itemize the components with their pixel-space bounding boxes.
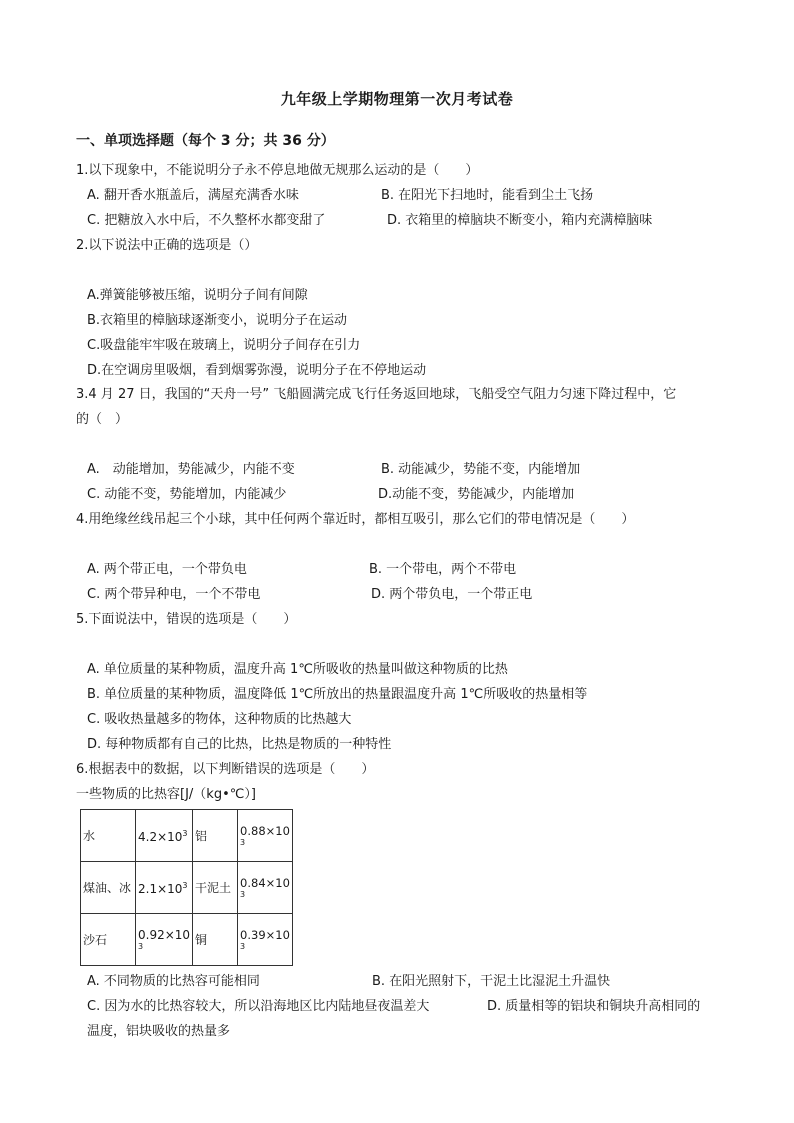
table-cell-material: 铝 <box>193 810 238 862</box>
table-cell-value: 0.92×10 3 <box>136 914 193 966</box>
question-4-option-d: D. 两个带负电，一个带正电 <box>371 587 533 602</box>
question-2-option-d: D.在空调房里吸烟，看到烟雾弥漫，说明分子在不停地运动 <box>87 363 427 378</box>
question-1-option-c: C. 把糖放入水中后，不久整杯水都变甜了 <box>87 213 326 228</box>
section-heading: 一、单项选择题（每个 3 分；共 36 分） <box>76 133 335 149</box>
question-4-option-c: C. 两个带异种电，一个不带电 <box>87 587 261 602</box>
table-caption: 一些物质的比热容[J/（kg•℃）] <box>76 787 256 802</box>
question-3-option-a: A. 动能增加，势能减少，内能不变 <box>87 462 295 477</box>
question-3-option-c: C. 动能不变，势能增加，内能减少 <box>87 487 287 502</box>
table-cell-material: 水 <box>81 810 136 862</box>
question-4-stem: 4.用绝缘丝线吊起三个小球，其中任何两个靠近时，都相互吸引，那么它们的带电情况是（ ） <box>76 512 635 527</box>
question-6-option-d-continued: 温度，铝块吸收的热量多 <box>87 1024 231 1039</box>
question-6-stem: 6.根据表中的数据，以下判断错误的选项是（ ） <box>76 762 375 777</box>
question-5-option-d: D. 每种物质都有自己的比热，比热是物质的一种特性 <box>87 737 392 752</box>
question-2-option-a: A.弹簧能够被压缩，说明分子间有间隙 <box>87 288 308 303</box>
question-1-option-b: B. 在阳光下扫地时，能看到尘土飞扬 <box>381 188 594 203</box>
question-1-option-d: D. 衣箱里的樟脑块不断变小，箱内充满樟脑味 <box>387 213 653 228</box>
specific-heat-table <box>80 809 293 966</box>
table-cell-value: $4.2\times 10^3$ <box>136 810 193 862</box>
question-3-stem: 3.4 月 27 日，我国的“天舟一号” 飞船圆满完成飞行任务返回地球，飞船受空气阻力匀速下降过程中，它 <box>76 387 677 402</box>
table-cell-value: 0.84×10 3 <box>238 862 293 914</box>
question-4-option-b: B. 一个带电，两个不带电 <box>369 562 517 577</box>
table-cell-material: 煤油、冰 <box>81 862 136 914</box>
question-1-stem: 1.以下现象中，不能说明分子永不停息地做无规那么运动的是（ ） <box>76 163 479 178</box>
table-cell-value: 0.39×10 3 <box>238 914 293 966</box>
table-cell-material: 铜 <box>193 914 238 966</box>
question-6-option-b: B. 在阳光照射下，干泥土比湿泥土升温快 <box>372 974 611 989</box>
table-row <box>81 810 293 862</box>
question-3-stem-continued: 的（ ） <box>76 412 129 427</box>
table-row <box>81 862 293 914</box>
question-2-stem: 2.以下说法中正确的选项是（） <box>76 238 258 253</box>
table-cell-material: 干泥土 <box>193 862 238 914</box>
question-3-option-b: B. 动能减少，势能不变，内能增加 <box>381 462 581 477</box>
question-5-option-c: C. 吸收热量越多的物体，这种物质的比热越大 <box>87 712 352 727</box>
question-6-option-d: D. 质量相等的铝块和铜块升高相同的 <box>487 999 701 1014</box>
page-title: 九年级上学期物理第一次月考试卷 <box>280 90 514 108</box>
question-1-option-a: A. 翻开香水瓶盖后，满屋充满香水味 <box>87 188 299 203</box>
question-6-option-a: A. 不同物质的比热容可能相同 <box>87 974 260 989</box>
question-5-option-a: A. 单位质量的某种物质，温度升高 1℃所吸收的热量叫做这种物质的比热 <box>87 662 508 677</box>
question-2-option-c: C.吸盘能牢牢吸在玻璃上，说明分子间存在引力 <box>87 338 361 353</box>
table-cell-value: 0.88×10 3 <box>238 810 293 862</box>
question-5-stem: 5.下面说法中，错误的选项是（ ） <box>76 612 297 627</box>
question-2-option-b: B.衣箱里的樟脑球逐渐变小，说明分子在运动 <box>87 313 348 328</box>
table-cell-material: 沙石 <box>81 914 136 966</box>
question-6-option-c: C. 因为水的比热容较大，所以沿海地区比内陆地昼夜温差大 <box>87 999 430 1014</box>
question-4-option-a: A. 两个带正电，一个带负电 <box>87 562 247 577</box>
question-5-option-b: B. 单位质量的某种物质，温度降低 1℃所放出的热量跟温度升高 1℃所吸收的热量相等 <box>87 687 588 702</box>
table-row <box>81 914 293 966</box>
question-3-option-d: D.动能不变，势能减少，内能增加 <box>378 487 575 502</box>
table-cell-value: $2.1\times 10^3$ <box>136 862 193 914</box>
